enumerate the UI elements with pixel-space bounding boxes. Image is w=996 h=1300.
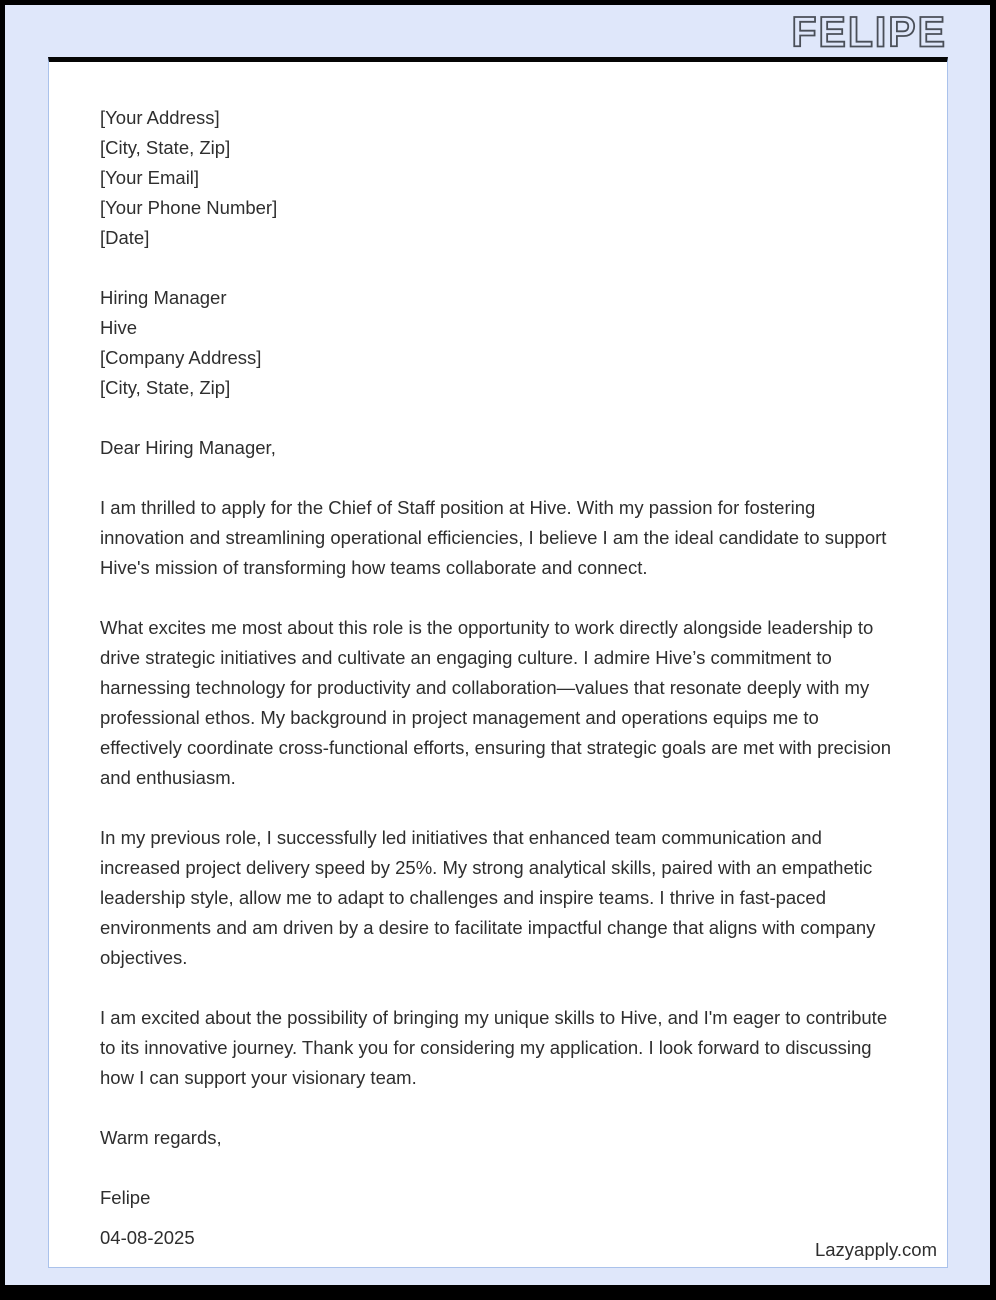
sender-address-line: [Your Phone Number] — [100, 197, 278, 218]
salutation: Dear Hiring Manager, — [100, 437, 276, 458]
sender-address-line: [Date] — [100, 227, 150, 248]
recipient-address-line: Hive — [100, 317, 138, 338]
recipient-address-line: [City, State, Zip] — [100, 377, 231, 398]
watermark-text: Lazyapply.com — [814, 1239, 937, 1260]
body-paragraph: I am excited about the possibility of bringing my unique skills to Hive, and I'm eager to contribute to its innovative journey. Thank you for considering my application. I look forward to discussing how I can support your visionary team. — [100, 1007, 888, 1088]
sender-address-line: [City, State, Zip] — [100, 137, 231, 158]
sender-address-line: [Your Email] — [100, 167, 200, 188]
signature-name: Felipe — [100, 1187, 151, 1208]
brand-logo: FELIPE — [791, 8, 947, 56]
letter-body — [100, 493, 899, 1093]
page-background — [5, 5, 990, 1285]
body-paragraph: In my previous role, I successfully led initiatives that enhanced team communication and increased project delivery speed by 25%. My strong analytical skills, paired with an empathetic leadership style, allow me to adapt to challenges and inspire teams. I thrive in fast-paced environments and am driven by a desire to facilitate impactful change that aligns with company objectives. — [100, 827, 876, 968]
recipient-address-line: [Company Address] — [100, 347, 262, 368]
sender-address-block — [100, 103, 899, 253]
cover-letter-card — [48, 57, 948, 1268]
body-paragraph: What excites me most about this role is the opportunity to work directly alongside leadership to drive strategic initiatives and cultivate an engaging culture. I admire Hive’s commitment to harnessing technology for productivity and collaboration—values that resonate deeply with my professional ethos. My background in project management and operations equips me to effectively coordinate cross-functional efforts, ensuring that strategic goals are met with precision and enthusiasm. — [100, 617, 892, 788]
recipient-address-block — [100, 283, 899, 403]
letter-date: 04-08-2025 — [100, 1227, 195, 1248]
sender-address-line: [Your Address] — [100, 107, 220, 128]
body-paragraph: I am thrilled to apply for the Chief of Staff position at Hive. With my passion for fostering innovation and streamlining operational efficiencies, I believe I am the ideal candidate to support Hive's mission of transforming how teams collaborate and connect. — [100, 497, 887, 578]
recipient-address-line: Hiring Manager — [100, 287, 227, 308]
closing-line: Warm regards, — [100, 1127, 222, 1148]
